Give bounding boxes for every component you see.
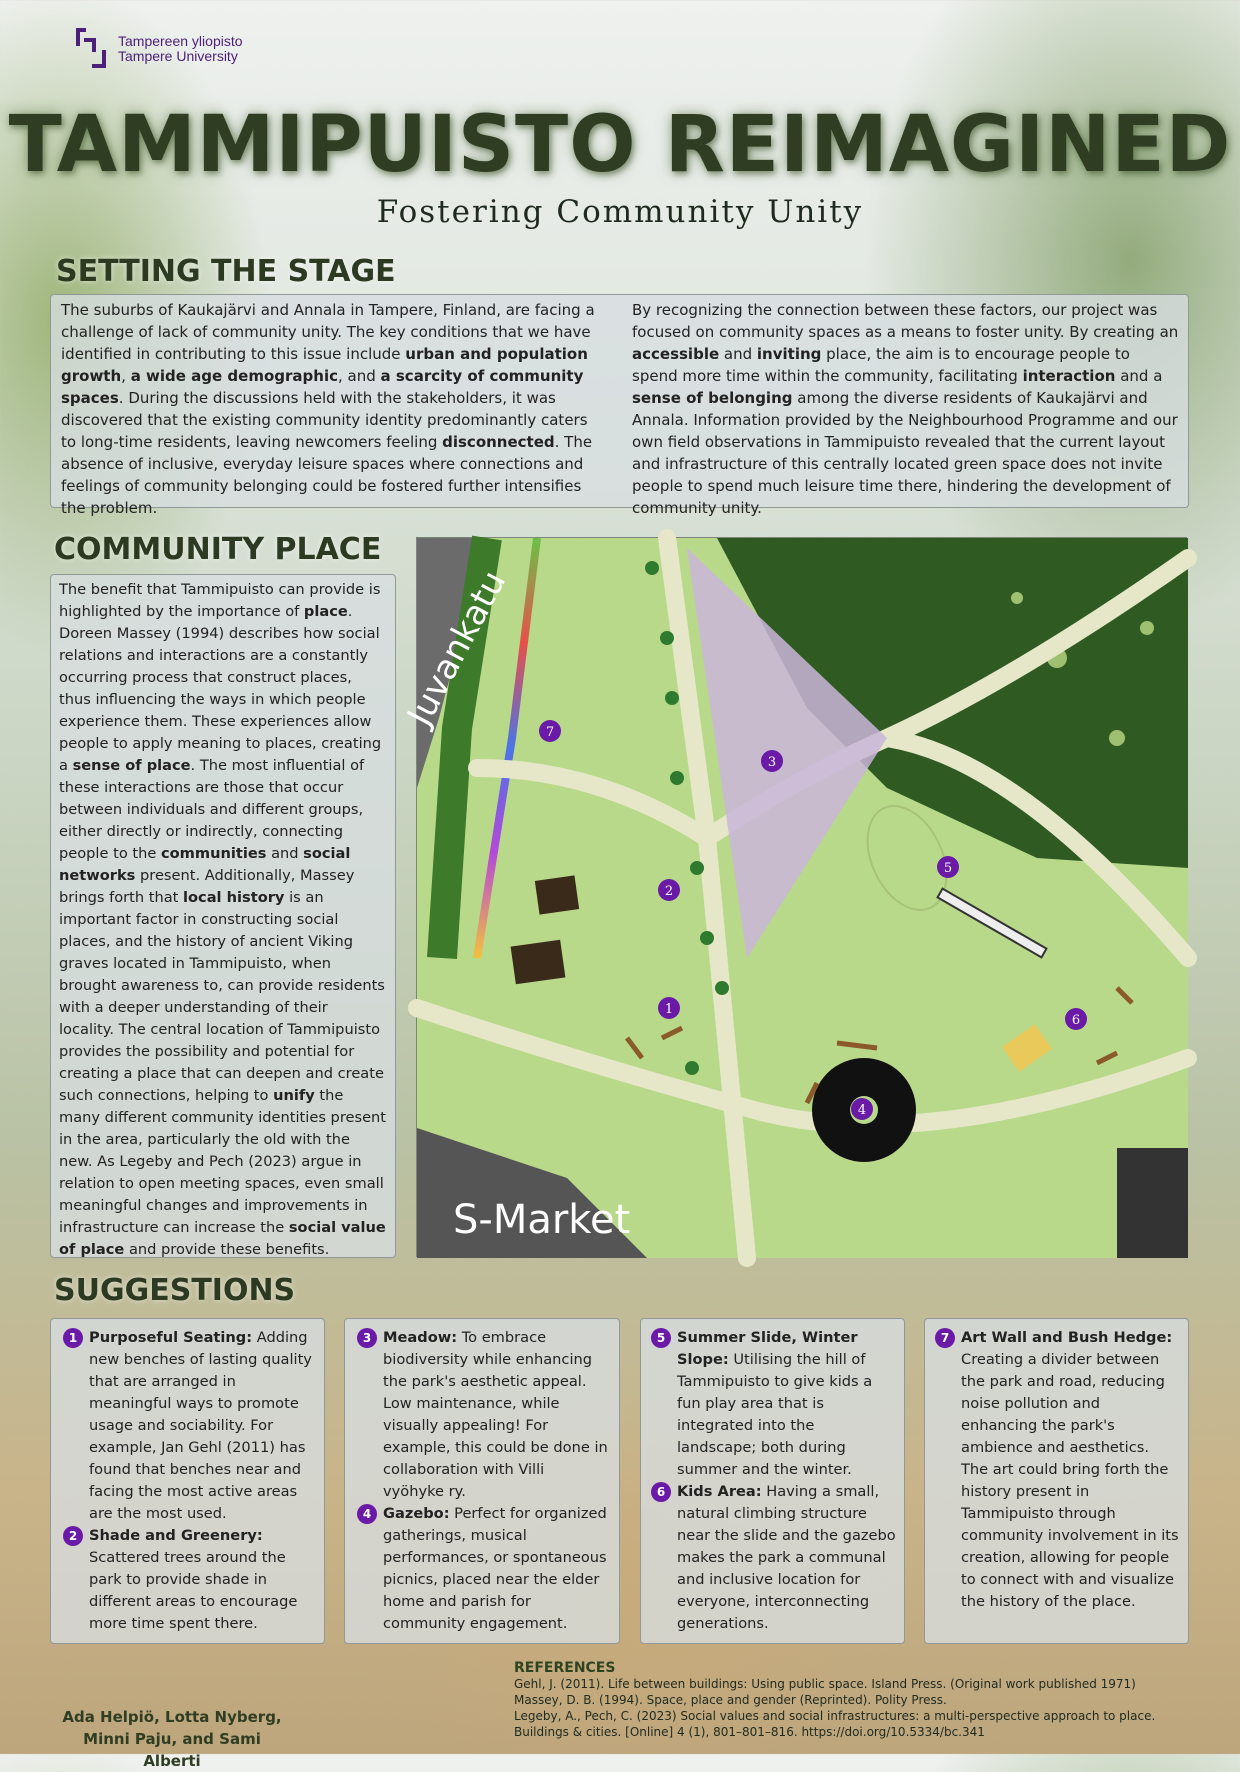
text-run: The benefit that Tammipuisto can provide is highlighted by the importance of <box>59 581 381 620</box>
reference-item: Buildings & cities. [Online] 4 (1), 801–801–816. https://doi.org/10.5334/bc.341 <box>514 1725 985 1739</box>
poster-subtitle: Fostering Community Unity <box>376 194 864 230</box>
emphasis: social value of place <box>59 1219 386 1258</box>
text-run: and provide these benefits. <box>124 1241 330 1258</box>
suggestion-7 <box>937 1327 1180 1613</box>
park-map-drawing <box>399 538 1188 1258</box>
number-badge: 3 <box>357 1328 377 1348</box>
marker-1: 1 <box>664 1002 674 1017</box>
suggestion-text: Scattered trees around the park to provide shade in different areas to encourage more time spent there. <box>89 1549 298 1632</box>
number-badge: 6 <box>651 1482 671 1502</box>
suggestion-6 <box>653 1481 896 1635</box>
text-run: The suburbs of Kaukajärvi and Annala in Tampere, Finland, are facing a challenge of lack of community unity. The key conditions that we have identified in contributing to this issue include <box>61 301 595 363</box>
suggestion-5 <box>653 1327 896 1481</box>
emphasis: sense of place <box>72 757 191 774</box>
suggestion-title: Purposeful Seating: <box>89 1329 253 1346</box>
street-name: Juvankatu <box>399 564 515 733</box>
text-run: the many different community identities present in the area, particularly the old with the new. As Legeby and Pech (2023) argue in relation to open meeting spaces, even small meaningful changes and improvements in infrastructure can increase the <box>59 1087 387 1236</box>
number-badge: 1 <box>63 1328 83 1348</box>
text-run: and <box>266 845 304 862</box>
text-run: is an important factor in constructing social places, and the history of ancient Viking graves located in Tammipuisto, when brought awareness to, can provide residents with a deeper understanding of their locality. The central location of Tammipuisto provides the possibility and potential for creating a place that can deepen and create such connections, helping to <box>59 889 385 1104</box>
text-run: By recognizing the connection between these factors, our project was focused on community spaces as a means to foster unity. By creating an <box>632 301 1179 341</box>
text-run: . The absence of inclusive, everyday leisure spaces where connections and feelings of community belonging could be fostered further intensifies the problem. <box>61 433 593 517</box>
university-logo <box>72 26 243 72</box>
suggestions-card-2 <box>344 1318 620 1644</box>
reference-item: Legeby, A., Pech, C. (2023) Social values and social infrastructures: a multi-perspective approach to place. <box>514 1709 1156 1723</box>
suggestion-title: Kids Area: <box>677 1483 762 1500</box>
authors-line-1: Ada Helpiö, Lotta Nyberg, <box>62 1708 282 1726</box>
suggestions-card-1 <box>50 1318 325 1644</box>
stage-left-text <box>61 299 601 519</box>
references-heading: REFERENCES <box>514 1660 616 1676</box>
emphasis: unify <box>273 1087 315 1104</box>
text-run: and a <box>1115 367 1163 385</box>
community-place-text <box>59 579 387 1261</box>
marker-7: 7 <box>545 725 555 740</box>
reference-item: Massey, D. B. (1994). Space, place and gender (Reprinted). Polity Press. <box>514 1693 947 1707</box>
number-badge: 4 <box>357 1504 377 1524</box>
suggestion-4 <box>359 1503 609 1635</box>
text-run: . The most influential of these interactions are those that occur between individuals and different groups, either directly or indirectly, connecting people to the <box>59 757 365 862</box>
building <box>1117 1148 1188 1258</box>
emphasis: a wide age demographic <box>130 367 338 385</box>
emphasis: local history <box>183 889 285 906</box>
suggestion-text: Creating a divider between the park and road, reducing noise pollution and enhancing the park's ambience and aesthetics. The art could bring forth the history present in Tammipuisto through community involvement in its creation, allowing for people to connect with and visualize the history of the place. <box>961 1351 1179 1610</box>
setting-the-stage-panel <box>50 294 1189 517</box>
emphasis: sense of belonging <box>632 389 793 407</box>
suggestion-title: Meadow: <box>383 1329 458 1346</box>
text-run: present. Additionally, Massey brings forth that <box>59 867 355 906</box>
emphasis: a scarcity of community spaces <box>61 367 584 407</box>
university-name-en: Tampere University <box>118 48 238 64</box>
marker-3: 3 <box>767 755 777 770</box>
number-badge: 7 <box>935 1328 955 1348</box>
marker-6: 6 <box>1071 1013 1081 1028</box>
emphasis: disconnected <box>442 433 555 451</box>
emphasis: inviting <box>756 345 822 363</box>
suggestion-title: Gazebo: <box>383 1505 450 1522</box>
suggestion-title: Shade and Greenery: <box>89 1527 263 1544</box>
emphasis: place <box>303 603 348 620</box>
setting-the-stage-heading: SETTING THE STAGE <box>56 254 396 289</box>
university-name <box>118 34 243 64</box>
authors <box>62 1706 282 1772</box>
suggestion-text: Having a small, natural climbing structure near the slide and the gazebo makes the park a communal and inclusive location for everyone, interconnecting generations. <box>677 1483 896 1632</box>
suggestions-card-4 <box>924 1318 1189 1644</box>
suggestion-title: Summer Slide, Winter Slope: <box>677 1329 858 1368</box>
text-run: , <box>121 367 131 385</box>
university-logo-icon <box>72 26 112 72</box>
emphasis: communities <box>161 845 267 862</box>
text-run: among the diverse residents of Kaukajärvi and Annala. Information provided by the Neighbourhood Programme and our own field observations in Tammipuisto revealed that the current layout and infrastructure of this centrally located green space does not invite people to spend much leisure time there, hindering the development of community unity. <box>632 389 1178 517</box>
suggestion-3 <box>359 1327 609 1503</box>
authors-line-2: Minni Paju, and Sami Alberti <box>83 1730 261 1770</box>
community-place-panel <box>50 574 396 1258</box>
poster-title: TAMMIPUISTO REIMAGINED <box>8 100 1232 190</box>
text-run: and <box>719 345 757 363</box>
text-run: place, the aim is to encourage people to spend more time within the community, facilitating <box>632 345 1130 385</box>
store-name: S-Market <box>453 1197 631 1243</box>
suggestion-text: Utilising the hill of Tammipuisto to give kids a fun play area that is integrated into the landscape; both during summer and the winter. <box>677 1351 873 1478</box>
suggestion-text: To embrace biodiversity while enhancing the park's aesthetic appeal. Low maintenance, while visually appealing! For example, this could be done in collaboration with Villi vyöhyke ry. <box>383 1329 608 1500</box>
emphasis: urban and population growth <box>61 345 588 385</box>
suggestions-card-3 <box>640 1318 905 1644</box>
text-run: , and <box>338 367 381 385</box>
park-map <box>399 537 1187 1257</box>
emphasis: interaction <box>1022 367 1116 385</box>
number-badge: 2 <box>63 1526 83 1546</box>
suggestion-text: Adding new benches of lasting quality that are arranged in meaningful ways to promote usage and sociability. For example, Jan Gehl (2011) has found that benches near and facing the most active areas are the most used. <box>89 1329 312 1522</box>
community-place-heading: COMMUNITY PLACE <box>54 532 382 567</box>
text-run: . During the discussions held with the stakeholders, it was discovered that the existing community identity predominantly caters to long-time residents, leaving newcomers feeling <box>61 389 588 451</box>
marker-5: 5 <box>943 861 953 876</box>
stage-right-text <box>632 299 1180 519</box>
references <box>514 1660 1214 1740</box>
suggestions-heading: SUGGESTIONS <box>54 1273 296 1308</box>
suggestion-1 <box>65 1327 314 1525</box>
marker-2: 2 <box>664 884 674 899</box>
suggestion-title: Art Wall and Bush Hedge: <box>961 1329 1173 1346</box>
number-badge: 5 <box>651 1328 671 1348</box>
suggestion-2 <box>65 1525 314 1635</box>
emphasis: social networks <box>59 845 351 884</box>
university-name-fi: Tampereen yliopisto <box>118 33 243 49</box>
emphasis: accessible <box>632 345 720 363</box>
reference-item: Gehl, J. (2011). Life between buildings: Using public space. Island Press. (Original work published 1971) <box>514 1677 1136 1691</box>
suggestion-text: Perfect for organized gatherings, musical performances, or spontaneous picnics, placed near the elder home and parish for community engagement. <box>383 1505 607 1632</box>
marker-4: 4 <box>857 1103 867 1118</box>
text-run: . Doreen Massey (1994) describes how social relations and interactions are a constantly occurring process that construct places, thus influencing the ways in which people experience them. These experiences allow people to apply meaning to places, creating a <box>59 603 382 774</box>
